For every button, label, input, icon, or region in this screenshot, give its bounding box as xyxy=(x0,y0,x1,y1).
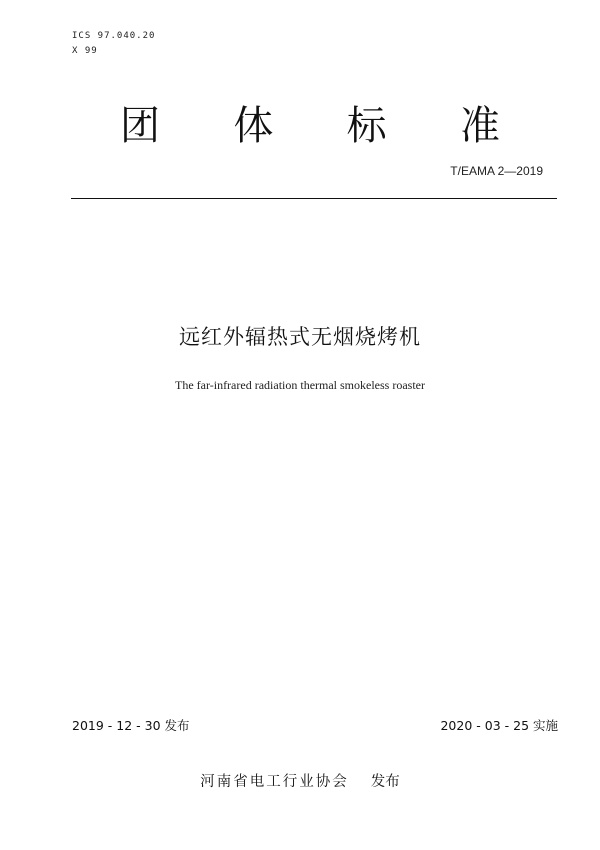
issue-date: 2019 - 12 - 30 发布 xyxy=(72,718,190,733)
title-chinese: 远红外辐热式无烟烧烤机 xyxy=(179,325,421,349)
title-english: The far-infrared radiation thermal smokeless roaster xyxy=(175,378,425,392)
ics-code: ICS 97.040.20 xyxy=(72,31,156,41)
header-divider xyxy=(71,198,557,199)
implementation-date: 2020 - 03 - 25 实施 xyxy=(440,718,558,733)
doc-type-char: 准 xyxy=(459,103,500,149)
publisher-action: 发布 xyxy=(370,774,400,790)
ccs-code: X 99 xyxy=(72,46,98,56)
standard-number: T/EAMA 2—2019 xyxy=(450,164,543,178)
publisher-organization: 河南省电工行业协会 xyxy=(200,774,349,790)
doc-type-char: 标 xyxy=(346,103,387,149)
doc-type-char: 团 xyxy=(120,103,160,149)
document-type-heading xyxy=(120,102,500,150)
doc-type-char: 体 xyxy=(233,103,274,149)
publisher-line xyxy=(0,772,600,792)
